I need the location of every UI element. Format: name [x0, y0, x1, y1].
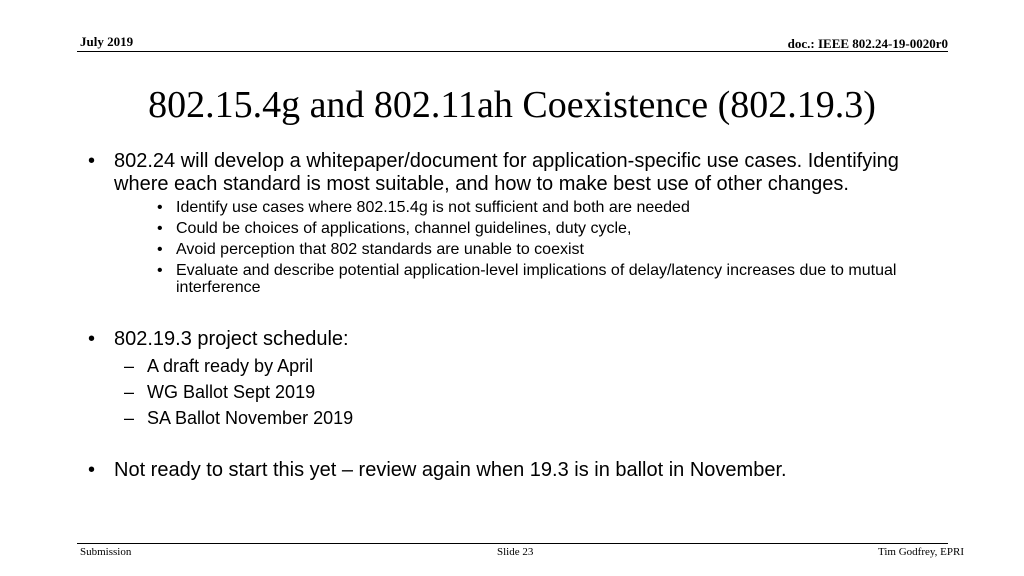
sub-bullet-item [0, 381, 1024, 403]
sub-bullet-marker: • [157, 241, 163, 258]
bullet-item [0, 459, 1024, 482]
header-doc-id: doc.: IEEE 802.24-19-0020r0 [787, 36, 948, 51]
sub-bullet-item [0, 262, 1024, 296]
dash-marker: – [124, 356, 135, 376]
sub-bullet-text: Avoid perception that 802 standards are unable to coexist [176, 241, 584, 258]
sub-bullet-item [0, 355, 1024, 377]
sub-bullet-marker: • [157, 220, 163, 237]
sub-bullet-item [0, 407, 1024, 429]
sub-bullet-text: WG Ballot Sept 2019 [147, 382, 316, 402]
bullet-marker: • [88, 150, 96, 172]
dash-marker: – [124, 382, 135, 402]
dash-marker: – [124, 408, 135, 428]
header-date: July 2019 [80, 34, 134, 49]
bullet-text: 802.19.3 project schedule: [114, 328, 349, 350]
sub-bullet-text: A draft ready by April [147, 356, 314, 376]
sub-bullet-marker: • [157, 199, 163, 216]
slide-body [0, 150, 1024, 482]
bullet-item [0, 150, 1024, 196]
sub-bullet-text: Evaluate and describe potential application-level implications of delay/latency increases due to mutual interference [176, 262, 897, 296]
sub-bullet-item [0, 199, 1024, 216]
slide-title: 802.15.4g and 802.11ah Coexistence (802.19.3) [148, 84, 876, 126]
bullet-text: 802.24 will develop a whitepaper/document for application-specific use cases. Identifying where each standard is most suitable, and how to make best use of other changes. [114, 150, 899, 195]
sub-bullet-item [0, 220, 1024, 237]
sub-bullet-text: Identify use cases where 802.15.4g is not sufficient and both are needed [176, 199, 690, 216]
bullet-item [0, 328, 1024, 351]
footer-slide-number: Slide 23 [497, 546, 534, 558]
bullet-marker: • [88, 459, 96, 481]
sub-bullet-marker: • [157, 262, 163, 279]
bullet-text: Not ready to start this yet – review again when 19.3 is in ballot in November. [114, 459, 787, 481]
footer-divider [77, 543, 948, 544]
sub-bullet-text: Could be choices of applications, channel guidelines, duty cycle, [176, 220, 632, 237]
footer-submission: Submission [80, 546, 132, 558]
header-divider [77, 51, 948, 52]
sub-bullet-text: SA Ballot November 2019 [147, 408, 354, 428]
bullet-marker: • [88, 328, 96, 350]
sub-bullet-item [0, 241, 1024, 258]
footer-author: Tim Godfrey, EPRI [878, 546, 964, 558]
